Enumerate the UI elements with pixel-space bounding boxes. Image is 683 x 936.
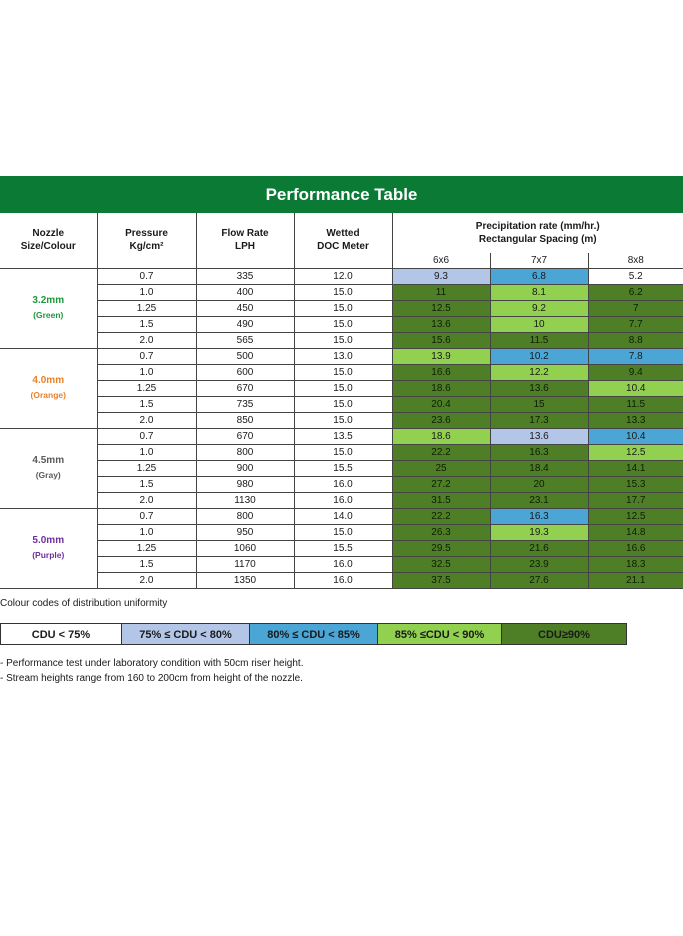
pressure-cell: 1.0 xyxy=(97,364,196,380)
precipitation-cell: 6.8 xyxy=(490,268,588,284)
precipitation-cell: 12.5 xyxy=(588,444,683,460)
precipitation-cell: 12.5 xyxy=(588,508,683,524)
precipitation-cell: 11.5 xyxy=(588,396,683,412)
precipitation-cell: 13.9 xyxy=(392,348,490,364)
precipitation-cell: 16.3 xyxy=(490,508,588,524)
pressure-cell: 1.25 xyxy=(97,300,196,316)
wetted-diameter-cell: 15.0 xyxy=(294,284,392,300)
precipitation-cell: 29.5 xyxy=(392,540,490,556)
precipitation-cell: 11 xyxy=(392,284,490,300)
precipitation-cell: 7.7 xyxy=(588,316,683,332)
pressure-cell: 1.5 xyxy=(97,476,196,492)
wetted-diameter-cell: 15.0 xyxy=(294,364,392,380)
nozzle-colour: (Purple) xyxy=(32,550,65,560)
table-row xyxy=(0,508,683,524)
note-riser: - Performance test under laboratory condition with 50cm riser height. xyxy=(0,658,304,669)
nozzle-cell xyxy=(0,268,97,348)
precipitation-cell: 17.7 xyxy=(588,492,683,508)
precipitation-cell: 23.9 xyxy=(490,556,588,572)
flow-rate-cell: 670 xyxy=(196,428,294,444)
wetted-diameter-cell: 13.5 xyxy=(294,428,392,444)
flow-rate-cell: 335 xyxy=(196,268,294,284)
wetted-diameter-cell: 14.0 xyxy=(294,508,392,524)
flow-rate-cell: 735 xyxy=(196,396,294,412)
pressure-cell: 1.0 xyxy=(97,284,196,300)
flow-rate-cell: 400 xyxy=(196,284,294,300)
pressure-cell: 1.5 xyxy=(97,556,196,572)
precipitation-cell: 21.1 xyxy=(588,572,683,588)
precipitation-cell: 16.6 xyxy=(588,540,683,556)
table-row xyxy=(0,556,683,572)
precipitation-cell: 13.3 xyxy=(588,412,683,428)
pressure-cell: 1.0 xyxy=(97,444,196,460)
wetted-diameter-cell: 16.0 xyxy=(294,492,392,508)
precipitation-cell: 37.5 xyxy=(392,572,490,588)
table-row xyxy=(0,348,683,364)
precipitation-cell: 18.4 xyxy=(490,460,588,476)
cdu-legend xyxy=(0,623,626,645)
legend-item: 85% ≤CDU < 90% xyxy=(377,623,502,645)
legend-caption: Colour codes of distribution uniformity xyxy=(0,598,168,609)
table-row xyxy=(0,572,683,588)
table-row xyxy=(0,380,683,396)
pressure-cell: 1.0 xyxy=(97,524,196,540)
precipitation-cell: 12.2 xyxy=(490,364,588,380)
legend-item: CDU≥90% xyxy=(501,623,627,645)
wetted-diameter-cell: 15.0 xyxy=(294,524,392,540)
wetted-diameter-cell: 15.5 xyxy=(294,540,392,556)
nozzle-size: 5.0mm xyxy=(32,535,65,546)
precipitation-cell: 12.5 xyxy=(392,300,490,316)
table-row xyxy=(0,396,683,412)
table-row xyxy=(0,412,683,428)
flow-rate-cell: 980 xyxy=(196,476,294,492)
precipitation-cell: 13.6 xyxy=(392,316,490,332)
nozzle-cell xyxy=(0,348,97,428)
nozzle-size: 4.5mm xyxy=(32,455,65,466)
wetted-diameter-cell: 15.0 xyxy=(294,300,392,316)
legend-item: 75% ≤ CDU < 80% xyxy=(121,623,250,645)
precipitation-cell: 18.3 xyxy=(588,556,683,572)
header-spacing-6x6: 6x6 xyxy=(392,253,490,268)
precipitation-cell: 20 xyxy=(490,476,588,492)
table-row xyxy=(0,428,683,444)
pressure-cell: 1.25 xyxy=(97,460,196,476)
notes xyxy=(0,656,303,686)
precipitation-cell: 15.6 xyxy=(392,332,490,348)
precipitation-cell: 18.6 xyxy=(392,428,490,444)
table-row xyxy=(0,476,683,492)
precipitation-cell: 23.1 xyxy=(490,492,588,508)
precipitation-cell: 8.8 xyxy=(588,332,683,348)
precipitation-cell: 25 xyxy=(392,460,490,476)
precipitation-cell: 15 xyxy=(490,396,588,412)
pressure-cell: 2.0 xyxy=(97,332,196,348)
flow-rate-cell: 1130 xyxy=(196,492,294,508)
precipitation-cell: 10.4 xyxy=(588,428,683,444)
table-row xyxy=(0,460,683,476)
header-pressure: Pressure Kg/cm² xyxy=(97,213,196,268)
legend-item: 80% ≤ CDU < 85% xyxy=(249,623,378,645)
wetted-diameter-cell: 15.0 xyxy=(294,332,392,348)
precipitation-cell: 27.6 xyxy=(490,572,588,588)
wetted-diameter-cell: 15.0 xyxy=(294,412,392,428)
table-body xyxy=(0,268,683,588)
wetted-diameter-cell: 15.0 xyxy=(294,316,392,332)
pressure-cell: 2.0 xyxy=(97,572,196,588)
flow-rate-cell: 850 xyxy=(196,412,294,428)
nozzle-cell xyxy=(0,428,97,508)
nozzle-colour: (Green) xyxy=(33,310,64,320)
wetted-diameter-cell: 15.0 xyxy=(294,396,392,412)
flow-rate-cell: 900 xyxy=(196,460,294,476)
pressure-cell: 2.0 xyxy=(97,492,196,508)
wetted-diameter-cell: 16.0 xyxy=(294,556,392,572)
table-row xyxy=(0,492,683,508)
page-title: Performance Table xyxy=(0,176,683,213)
precipitation-cell: 13.6 xyxy=(490,428,588,444)
flow-rate-cell: 800 xyxy=(196,508,294,524)
pressure-cell: 0.7 xyxy=(97,508,196,524)
nozzle-size: 3.2mm xyxy=(32,295,65,306)
precipitation-cell: 31.5 xyxy=(392,492,490,508)
flow-rate-cell: 1060 xyxy=(196,540,294,556)
precipitation-cell: 32.5 xyxy=(392,556,490,572)
wetted-diameter-cell: 15.5 xyxy=(294,460,392,476)
precipitation-cell: 21.6 xyxy=(490,540,588,556)
precipitation-cell: 9.2 xyxy=(490,300,588,316)
precipitation-cell: 14.8 xyxy=(588,524,683,540)
precipitation-cell: 18.6 xyxy=(392,380,490,396)
table-row xyxy=(0,316,683,332)
flow-rate-cell: 950 xyxy=(196,524,294,540)
flow-rate-cell: 565 xyxy=(196,332,294,348)
precipitation-cell: 22.2 xyxy=(392,444,490,460)
performance-table xyxy=(0,213,683,589)
wetted-diameter-cell: 12.0 xyxy=(294,268,392,284)
pressure-cell: 0.7 xyxy=(97,348,196,364)
pressure-cell: 2.0 xyxy=(97,412,196,428)
precipitation-cell: 19.3 xyxy=(490,524,588,540)
precipitation-cell: 20.4 xyxy=(392,396,490,412)
precipitation-cell: 16.3 xyxy=(490,444,588,460)
precipitation-cell: 10.4 xyxy=(588,380,683,396)
wetted-diameter-cell: 15.0 xyxy=(294,444,392,460)
flow-rate-cell: 670 xyxy=(196,380,294,396)
flow-rate-cell: 490 xyxy=(196,316,294,332)
flow-rate-cell: 450 xyxy=(196,300,294,316)
table-row xyxy=(0,540,683,556)
precipitation-cell: 9.4 xyxy=(588,364,683,380)
pressure-cell: 1.5 xyxy=(97,396,196,412)
pressure-cell: 1.5 xyxy=(97,316,196,332)
precipitation-cell: 10.2 xyxy=(490,348,588,364)
table-row xyxy=(0,300,683,316)
table-row xyxy=(0,284,683,300)
precipitation-cell: 16.6 xyxy=(392,364,490,380)
note-stream: - Stream heights range from 160 to 200cm from height of the nozzle. xyxy=(0,673,303,684)
precipitation-cell: 11.5 xyxy=(490,332,588,348)
nozzle-colour: (Gray) xyxy=(35,470,61,480)
flow-rate-cell: 800 xyxy=(196,444,294,460)
table-row xyxy=(0,268,683,284)
header-nozzle: Nozzle Size/Colour xyxy=(0,213,97,268)
precipitation-cell: 15.3 xyxy=(588,476,683,492)
header-spacing-7x7: 7x7 xyxy=(490,253,588,268)
precipitation-cell: 17.3 xyxy=(490,412,588,428)
precipitation-cell: 10 xyxy=(490,316,588,332)
table-row xyxy=(0,364,683,380)
flow-rate-cell: 600 xyxy=(196,364,294,380)
precipitation-cell: 7.8 xyxy=(588,348,683,364)
flow-rate-cell: 500 xyxy=(196,348,294,364)
legend-item: CDU < 75% xyxy=(0,623,122,645)
flow-rate-cell: 1170 xyxy=(196,556,294,572)
precipitation-cell: 5.2 xyxy=(588,268,683,284)
pressure-cell: 0.7 xyxy=(97,268,196,284)
precipitation-cell: 13.6 xyxy=(490,380,588,396)
precipitation-cell: 14.1 xyxy=(588,460,683,476)
nozzle-cell xyxy=(0,508,97,588)
table-row xyxy=(0,524,683,540)
precipitation-cell: 23.6 xyxy=(392,412,490,428)
precipitation-cell: 27.2 xyxy=(392,476,490,492)
pressure-cell: 0.7 xyxy=(97,428,196,444)
header-spacing-8x8: 8x8 xyxy=(588,253,683,268)
precipitation-cell: 22.2 xyxy=(392,508,490,524)
wetted-diameter-cell: 16.0 xyxy=(294,476,392,492)
wetted-diameter-cell: 16.0 xyxy=(294,572,392,588)
wetted-diameter-cell: 13.0 xyxy=(294,348,392,364)
nozzle-size: 4.0mm xyxy=(32,375,65,386)
precipitation-cell: 9.3 xyxy=(392,268,490,284)
precipitation-cell: 26.3 xyxy=(392,524,490,540)
header-flow-rate: Flow Rate LPH xyxy=(196,213,294,268)
wetted-diameter-cell: 15.0 xyxy=(294,380,392,396)
flow-rate-cell: 1350 xyxy=(196,572,294,588)
header-precipitation: Precipitation rate (mm/hr.) Rectangular Spacing (m) xyxy=(475,221,600,245)
header-wetted-diameter: Wetted DOC Meter xyxy=(294,213,392,268)
table-row xyxy=(0,332,683,348)
nozzle-colour: (Orange) xyxy=(30,390,66,400)
precipitation-cell: 8.1 xyxy=(490,284,588,300)
pressure-cell: 1.25 xyxy=(97,380,196,396)
precipitation-cell: 7 xyxy=(588,300,683,316)
table-row xyxy=(0,444,683,460)
pressure-cell: 1.25 xyxy=(97,540,196,556)
precipitation-cell: 6.2 xyxy=(588,284,683,300)
